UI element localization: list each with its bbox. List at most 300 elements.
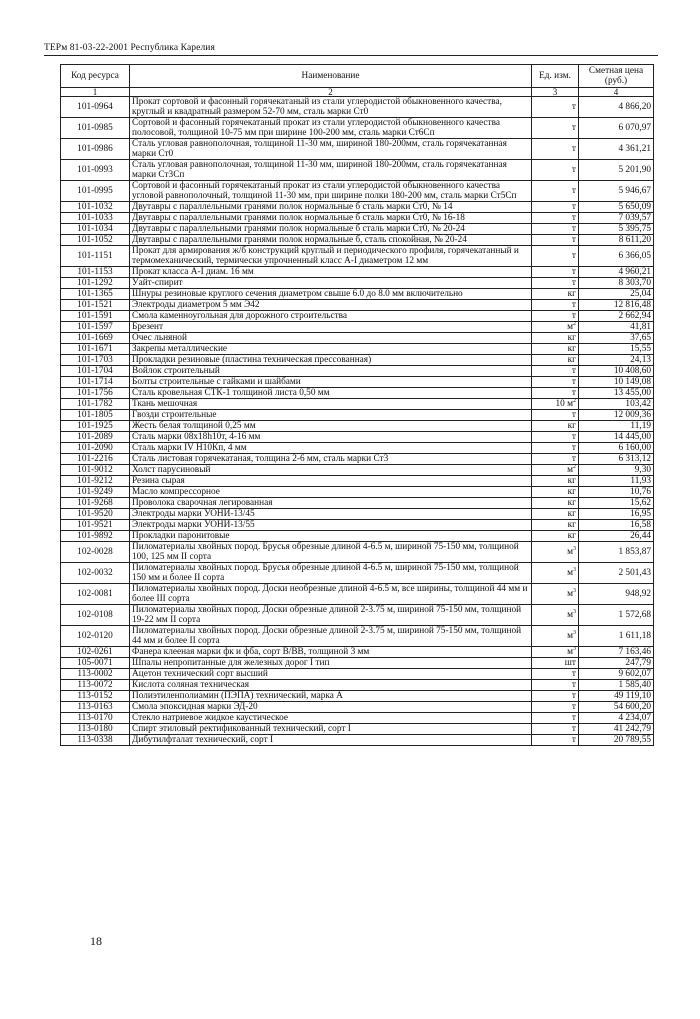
unit-text: шт [564, 658, 576, 668]
unit-of-measure [532, 605, 579, 626]
table-row [61, 647, 654, 658]
resource-name: Гвозди строительные [130, 410, 532, 421]
price-table [60, 64, 654, 746]
resource-name: Уайт-спирит [130, 278, 532, 289]
unit-superscript: 2 [573, 397, 576, 404]
resource-name: Прокат класса А-I диам. 16 мм [130, 267, 532, 278]
estimated-price: 11,93 [579, 476, 654, 487]
resource-name: Двутавры с параллельными гранями полок нормальные б, сталь спокойная, № 20-24 [130, 235, 532, 246]
resource-name: Двутавры с параллельными гранями полок нормальные б сталь марки Ст0, № 20-24 [130, 224, 532, 235]
estimated-price: 4 234,07 [579, 713, 654, 724]
resource-name: Электроды марки УОНИ-13/55 [130, 520, 532, 531]
unit-of-measure [532, 454, 579, 465]
table-row [61, 542, 654, 563]
resource-code: 101-1805 [61, 410, 130, 421]
unit-of-measure [532, 333, 579, 344]
estimated-price: 4 960,21 [579, 267, 654, 278]
unit-text: кг [567, 498, 576, 508]
unit-of-measure [532, 267, 579, 278]
resource-name: Смола каменноугольная для дорожного строительства [130, 311, 532, 322]
unit-text: т [571, 724, 576, 734]
resource-name: Холст парусиновый [130, 465, 532, 476]
unit-text: т [571, 144, 576, 154]
unit-of-measure [532, 563, 579, 584]
table-row [61, 139, 654, 160]
unit-text: т [571, 454, 576, 464]
unit-text: т [571, 669, 576, 679]
unit-of-measure [532, 735, 579, 746]
unit-of-measure [532, 118, 579, 139]
unit-text: т [571, 366, 576, 376]
resource-code: 101-1591 [61, 311, 130, 322]
table-row [61, 563, 654, 584]
unit-text: м [567, 322, 573, 332]
table-row [61, 322, 654, 333]
estimated-price: 12 009,36 [579, 410, 654, 421]
unit-text: т [571, 388, 576, 398]
resource-code: 101-1714 [61, 377, 130, 388]
unit-text: т [571, 691, 576, 701]
resource-code: 101-1703 [61, 355, 130, 366]
unit-text: кг [567, 355, 576, 365]
estimated-price: 16,95 [579, 509, 654, 520]
estimated-price: 41,81 [579, 322, 654, 333]
resource-name: Масло компрессорное [130, 487, 532, 498]
resource-code: 101-9249 [61, 487, 130, 498]
unit-of-measure [532, 246, 579, 267]
unit-text: кг [567, 531, 576, 541]
estimated-price: 13 455,00 [579, 388, 654, 399]
table-body [61, 97, 654, 746]
unit-text: т [571, 432, 576, 442]
estimated-price: 9,30 [579, 465, 654, 476]
table-row [61, 344, 654, 355]
table-row [61, 311, 654, 322]
column-number: 2 [130, 88, 532, 97]
resource-name: Сталь кровельная СТК-1 толщиной листа 0,50 мм [130, 388, 532, 399]
estimated-price: 37,65 [579, 333, 654, 344]
table-row [61, 97, 654, 118]
table-row [61, 388, 654, 399]
estimated-price: 24,13 [579, 355, 654, 366]
unit-of-measure [532, 289, 579, 300]
resource-code: 101-9520 [61, 509, 130, 520]
resource-code: 113-0338 [61, 735, 130, 746]
resource-code: 101-1365 [61, 289, 130, 300]
unit-text: т [571, 235, 576, 245]
estimated-price: 20 789,55 [579, 735, 654, 746]
unit-text: м [567, 610, 573, 620]
resource-name: Резина сырая [130, 476, 532, 487]
table-row [61, 377, 654, 388]
unit-text: т [571, 123, 576, 133]
unit-text: т [571, 443, 576, 453]
resource-code: 113-0152 [61, 691, 130, 702]
table-row [61, 160, 654, 181]
table-row [61, 680, 654, 691]
resource-code: 101-0995 [61, 181, 130, 202]
table-row [61, 432, 654, 443]
resource-name: Смола эпоксидная марки ЭД-20 [130, 702, 532, 713]
unit-superscript: 3 [573, 629, 576, 636]
resource-code: 101-9212 [61, 476, 130, 487]
table-row [61, 246, 654, 267]
resource-code: 101-1756 [61, 388, 130, 399]
resource-name: Прокат сортовой и фасонный горячекатаный из стали углеродистой обыкновенного качества, круглый и квадратный размером 52-70 мм, сталь марки Ст0 [130, 97, 532, 118]
resource-name: Сортовой и фасонный горячекатаный прокат из стали углеродистой обыкновенного качества полосовой, толщиной 10-75 мм при ширине 100-200 мм, сталь марки Ст6Сп [130, 118, 532, 139]
resource-name: Пиломатериалы хвойных пород. Брусья обрезные длиной 4-6.5 м, шириной 75-150 мм, толщиной 100, 125 мм II сорта [130, 542, 532, 563]
resource-code: 102-0028 [61, 542, 130, 563]
unit-text: 10 м [555, 399, 573, 409]
resource-code: 101-2216 [61, 454, 130, 465]
resource-code: 101-0964 [61, 97, 130, 118]
unit-of-measure [532, 139, 579, 160]
unit-text: т [571, 213, 576, 223]
resource-code: 113-0002 [61, 669, 130, 680]
column-header-unit: Ед. изм. [532, 65, 579, 88]
resource-code: 101-1032 [61, 202, 130, 213]
resource-name: Болты строительные с гайками и шайбами [130, 377, 532, 388]
table-row [61, 735, 654, 746]
table-row [61, 267, 654, 278]
resource-code: 101-1597 [61, 322, 130, 333]
unit-text: м [567, 568, 573, 578]
table-row [61, 289, 654, 300]
unit-of-measure [532, 713, 579, 724]
resource-name: Шнуры резиновые круглого сечения диаметром свыше 6.0 до 8.0 мм включительно [130, 289, 532, 300]
resource-code: 101-9521 [61, 520, 130, 531]
unit-of-measure [532, 322, 579, 333]
table-row [61, 658, 654, 669]
unit-of-measure [532, 432, 579, 443]
resource-name: Сталь угловая равнополочная, толщиной 11-30 мм, шириной 180-200мм, сталь горячекатанная марки Ст3Сп [130, 160, 532, 181]
table-row [61, 410, 654, 421]
estimated-price: 1 611,18 [579, 626, 654, 647]
table-row [61, 476, 654, 487]
estimated-price: 5 946,67 [579, 181, 654, 202]
table-row [61, 713, 654, 724]
table-row [61, 454, 654, 465]
unit-of-measure [532, 300, 579, 311]
estimated-price: 2 662,94 [579, 311, 654, 322]
unit-text: т [571, 224, 576, 234]
resource-code: 101-0985 [61, 118, 130, 139]
unit-text: кг [567, 509, 576, 519]
resource-name: Кислота соляная техническая [130, 680, 532, 691]
resource-code: 101-2090 [61, 443, 130, 454]
column-header-name: Наименование [130, 65, 532, 88]
unit-of-measure [532, 542, 579, 563]
resource-code: 113-0163 [61, 702, 130, 713]
resource-code: 101-1153 [61, 267, 130, 278]
unit-of-measure [532, 584, 579, 605]
resource-name: Войлок строительный [130, 366, 532, 377]
estimated-price: 8 303,70 [579, 278, 654, 289]
resource-code: 101-1782 [61, 399, 130, 410]
table-row [61, 399, 654, 410]
unit-superscript: 2 [573, 320, 576, 327]
resource-code: 101-0993 [61, 160, 130, 181]
column-number: 3 [532, 88, 579, 97]
estimated-price: 2 501,43 [579, 563, 654, 584]
unit-text: м [567, 547, 573, 557]
estimated-price: 10 408,60 [579, 366, 654, 377]
resource-name: Сталь угловая равнополочная, толщиной 11-30 мм, шириной 180-200мм, сталь горячекатанная марки Ст0 [130, 139, 532, 160]
resource-name: Сталь марки 08х18h10т, 4-16 мм [130, 432, 532, 443]
estimated-price: 26,44 [579, 531, 654, 542]
resource-name: Пиломатериалы хвойных пород. Брусья обрезные длиной 4-6.5 м, шириной 75-150 мм, толщиной 150 мм и более II сорта [130, 563, 532, 584]
resource-code: 102-0261 [61, 647, 130, 658]
estimated-price: 7 163,46 [579, 647, 654, 658]
unit-of-measure [532, 658, 579, 669]
table-row [61, 669, 654, 680]
unit-text: т [571, 713, 576, 723]
table-row [61, 605, 654, 626]
resource-code: 101-1521 [61, 300, 130, 311]
unit-text: м [567, 589, 573, 599]
unit-of-measure [532, 509, 579, 520]
estimated-price: 6 366,05 [579, 246, 654, 267]
unit-of-measure [532, 224, 579, 235]
table-row [61, 724, 654, 735]
table-row [61, 584, 654, 605]
estimated-price: 103,42 [579, 399, 654, 410]
estimated-price: 54 600,20 [579, 702, 654, 713]
page-number: 18 [90, 934, 102, 948]
resource-name: Электроды марки УОНИ-13/45 [130, 509, 532, 520]
resource-code: 101-1151 [61, 246, 130, 267]
table-row [61, 333, 654, 344]
estimated-price: 11,19 [579, 421, 654, 432]
resource-name: Дибутилфталат технический, сорт I [130, 735, 532, 746]
unit-text: т [571, 251, 576, 261]
resource-name: Пиломатериалы хвойных пород. Доски необрезные длиной 4-6.5 м, все ширины, толщиной 44 мм и более III сорта [130, 584, 532, 605]
unit-superscript: 3 [573, 566, 576, 573]
estimated-price: 9 602,07 [579, 669, 654, 680]
estimated-price: 25,04 [579, 289, 654, 300]
estimated-price: 15,55 [579, 344, 654, 355]
unit-text: т [571, 267, 576, 277]
resource-name: Пиломатериалы хвойных пород. Доски обрезные длиной 2-3.75 м, шириной 75-150 мм, толщиной 19-22 мм II сорта [130, 605, 532, 626]
unit-of-measure [532, 399, 579, 410]
table-row [61, 487, 654, 498]
table-row [61, 626, 654, 647]
resource-name: Полиэтиленполиамин (ПЭПА) технический, марка А [130, 691, 532, 702]
estimated-price: 948,92 [579, 584, 654, 605]
table-row [61, 520, 654, 531]
unit-of-measure [532, 443, 579, 454]
unit-of-measure [532, 465, 579, 476]
resource-code: 102-0081 [61, 584, 130, 605]
resource-code: 101-1034 [61, 224, 130, 235]
estimated-price: 10,76 [579, 487, 654, 498]
unit-of-measure [532, 421, 579, 432]
unit-of-measure [532, 410, 579, 421]
estimated-price: 15,62 [579, 498, 654, 509]
table-row [61, 278, 654, 289]
table-row [61, 366, 654, 377]
resource-name: Прокладки паронитовые [130, 531, 532, 542]
resource-name: Сортовой и фасонный горячекатаный прокат из стали углеродистой обыкновенного качества угловой равнополочный, толщиной 11-30 мм, при ширине полки 180-200 мм, сталь марки Ст5Сп [130, 181, 532, 202]
unit-text: т [571, 102, 576, 112]
resource-name: Стекло натриевое жидкое каустическое [130, 713, 532, 724]
resource-name: Ткань мешочная [130, 399, 532, 410]
estimated-price: 5 395,75 [579, 224, 654, 235]
resource-name: Спирт этиловый ректификованный технический, сорт I [130, 724, 532, 735]
table-header-row [61, 65, 654, 88]
resource-code: 113-0170 [61, 713, 130, 724]
estimated-price: 49 119,10 [579, 691, 654, 702]
resource-code: 113-0072 [61, 680, 130, 691]
resource-code: 101-1671 [61, 344, 130, 355]
unit-text: кг [567, 289, 576, 299]
table-row [61, 531, 654, 542]
resource-name: Шпалы непропитанные для железных дорог I тип [130, 658, 532, 669]
document-header: ТЕРм 81-03-22-2001 Республика Карелия [44, 43, 215, 53]
unit-of-measure [532, 669, 579, 680]
unit-of-measure [532, 388, 579, 399]
resource-code: 102-0032 [61, 563, 130, 584]
column-number-row [61, 88, 654, 97]
estimated-price: 14 445,00 [579, 432, 654, 443]
unit-text: т [571, 735, 576, 745]
estimated-price: 6 313,12 [579, 454, 654, 465]
estimated-price: 10 149,08 [579, 377, 654, 388]
unit-text: т [571, 377, 576, 387]
unit-text: т [571, 278, 576, 288]
resource-code: 102-0108 [61, 605, 130, 626]
resource-name: Двутавры с параллельными гранями полок нормальные б сталь марки Ст0, № 16-18 [130, 213, 532, 224]
estimated-price: 5 650,09 [579, 202, 654, 213]
resource-code: 101-1292 [61, 278, 130, 289]
unit-of-measure [532, 97, 579, 118]
unit-of-measure [532, 702, 579, 713]
unit-superscript: 3 [573, 608, 576, 615]
resource-name: Очес льняной [130, 333, 532, 344]
unit-of-measure [532, 377, 579, 388]
column-header-code: Код ресурса [61, 65, 130, 88]
unit-of-measure [532, 531, 579, 542]
table-row [61, 235, 654, 246]
unit-of-measure [532, 626, 579, 647]
resource-code: 101-1704 [61, 366, 130, 377]
table-row [61, 498, 654, 509]
unit-text: кг [567, 487, 576, 497]
unit-text: м [567, 631, 573, 641]
unit-text: т [571, 680, 576, 690]
resource-code: 101-9268 [61, 498, 130, 509]
unit-of-measure [532, 691, 579, 702]
resource-code: 101-0986 [61, 139, 130, 160]
estimated-price: 4 361,21 [579, 139, 654, 160]
unit-text: кг [567, 421, 576, 431]
estimated-price: 1 572,68 [579, 605, 654, 626]
table-row [61, 443, 654, 454]
table-row [61, 421, 654, 432]
estimated-price: 7 039,57 [579, 213, 654, 224]
table-row [61, 213, 654, 224]
unit-of-measure [532, 647, 579, 658]
resource-name: Электроды диаметром 5 мм Э42 [130, 300, 532, 311]
unit-of-measure [532, 355, 579, 366]
unit-of-measure [532, 235, 579, 246]
resource-code: 101-9012 [61, 465, 130, 476]
estimated-price: 247,79 [579, 658, 654, 669]
resource-name: Прокладки резиновые (пластина техническая прессованная) [130, 355, 532, 366]
unit-of-measure [532, 680, 579, 691]
unit-of-measure [532, 213, 579, 224]
table-row [61, 702, 654, 713]
table-row [61, 355, 654, 366]
unit-text: т [571, 300, 576, 310]
column-header-price: Сметная цена (руб.) [579, 65, 654, 88]
unit-text: кг [567, 333, 576, 343]
unit-superscript: 3 [573, 545, 576, 552]
unit-of-measure [532, 344, 579, 355]
resource-name: Пиломатериалы хвойных пород. Доски обрезные длиной 2-3.75 м, шириной 75-150 мм, толщиной 44 мм и более II сорта [130, 626, 532, 647]
estimated-price: 1 585,40 [579, 680, 654, 691]
resource-code: 101-1925 [61, 421, 130, 432]
unit-of-measure [532, 476, 579, 487]
resource-name: Проволока сварочная легированная [130, 498, 532, 509]
resource-code: 105-0071 [61, 658, 130, 669]
estimated-price: 5 201,90 [579, 160, 654, 181]
unit-of-measure [532, 311, 579, 322]
estimated-price: 16,58 [579, 520, 654, 531]
column-number: 1 [61, 88, 130, 97]
unit-text: т [571, 202, 576, 212]
estimated-price: 12 816,48 [579, 300, 654, 311]
table-row [61, 118, 654, 139]
resource-name: Закрепы металлические [130, 344, 532, 355]
unit-text: кг [567, 520, 576, 530]
column-number: 4 [579, 88, 654, 97]
resource-name: Сталь марки IV Н10Кп, 4 мм [130, 443, 532, 454]
unit-text: т [571, 186, 576, 196]
unit-text: т [571, 702, 576, 712]
resource-code: 101-9892 [61, 531, 130, 542]
unit-text: т [571, 165, 576, 175]
resource-code: 101-1052 [61, 235, 130, 246]
estimated-price: 4 866,20 [579, 97, 654, 118]
resource-name: Брезент [130, 322, 532, 333]
resource-name: Фанера клееная марки фк и фба, сорт В/ВВ, толщиной 3 мм [130, 647, 532, 658]
resource-code: 102-0120 [61, 626, 130, 647]
unit-text: кг [567, 344, 576, 354]
unit-of-measure [532, 520, 579, 531]
estimated-price: 8 611,20 [579, 235, 654, 246]
estimated-price: 6 160,00 [579, 443, 654, 454]
table-row [61, 509, 654, 520]
resource-code: 101-1669 [61, 333, 130, 344]
unit-text: м [567, 647, 573, 657]
table-row [61, 181, 654, 202]
table-row [61, 300, 654, 311]
resource-code: 101-1033 [61, 213, 130, 224]
estimated-price: 1 853,87 [579, 542, 654, 563]
resource-name: Двутавры с параллельными гранями полок нормальные б сталь марки Ст0, № 14 [130, 202, 532, 213]
unit-text: м [567, 465, 573, 475]
unit-of-measure [532, 202, 579, 213]
table-row [61, 465, 654, 476]
unit-of-measure [532, 160, 579, 181]
resource-name: Прокат для армирования ж/б конструкций круглый и периодического профиля, горячекатанный и термомеханический, термически упрочненный класс А-I диаметром 12 мм [130, 246, 532, 267]
unit-of-measure [532, 724, 579, 735]
estimated-price: 41 242,79 [579, 724, 654, 735]
header-rule [44, 55, 658, 56]
estimated-price: 6 070,97 [579, 118, 654, 139]
table-row [61, 202, 654, 213]
